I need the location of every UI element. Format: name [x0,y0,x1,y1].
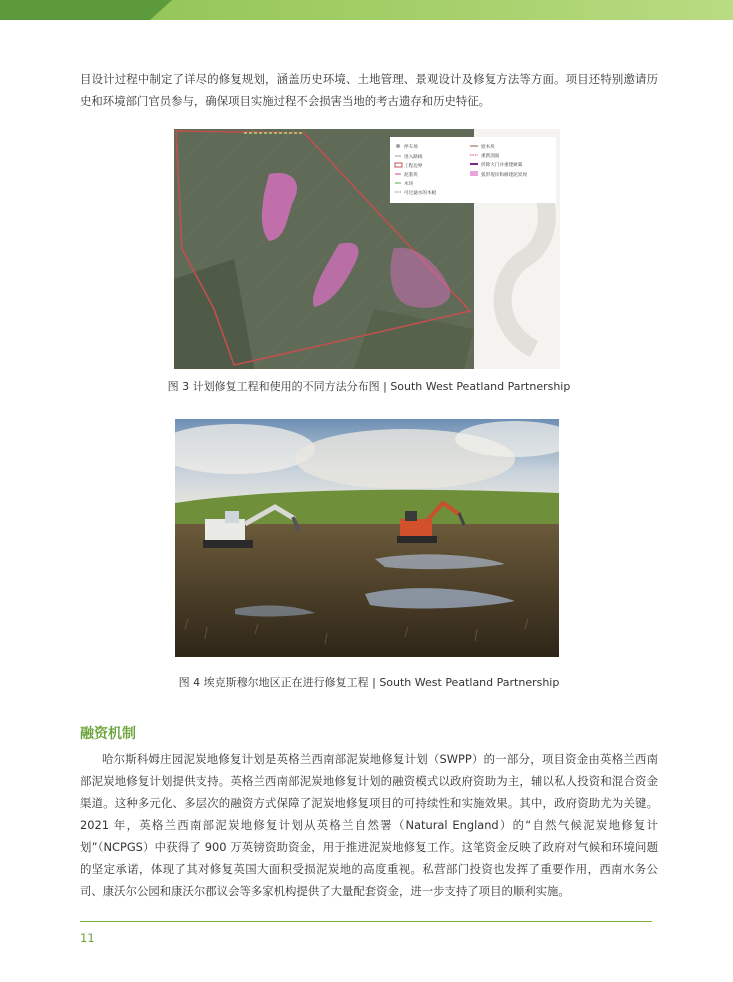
legend-left-item: 木块 [404,182,414,187]
legend-area-icon [470,171,478,176]
legend-left-item: 泥浆块 [404,173,418,178]
restoration-photo [175,419,559,657]
legend-right-item: 折除大门并重建树篱 [481,163,523,168]
legend-right-item: 重新剖面 [481,154,500,159]
intro-paragraph: 目设计过程中制定了详尽的修复规划，涵盖历史环境、土地管理、景观设计及修复方法等方面。项目还特别邀请历史和环境部门官员参与，确保项目实施过程不会损害当地的考古遗存和历史特征。 [80,72,658,108]
footer-divider [80,921,652,922]
figure-4-caption: 图 4 埃克斯穆尔地区正在进行修复工程 | South West Peatland Partnership [178,676,560,689]
restoration-map-figure [174,129,560,369]
legend-left-item: 工程边界 [404,164,423,169]
legend-parking-icon [396,144,400,148]
legend-right-item: 弧形堤岸和修建泥炭坝 [481,173,527,178]
restoration-photo-figure [175,419,559,657]
page-number: 11 [80,931,95,945]
header-band [0,0,733,20]
section-title: 融资机制 [80,726,136,742]
figure-3-caption: 图 3 计划修复工程和使用的不同方法分布图 | South West Peatland Partnership [167,380,571,393]
legend-left-item: 进入路线 [404,155,423,160]
financing-paragraph: 哈尔斯科姆庄园泥炭地修复计划是英格兰西南部泥炭地修复计划（SWPP）的一部分，项目资金由英格兰西南部泥炭地修复计划提供支持。英格兰西南部泥炭地修复计划的融资模式以政府资助为主，辅以私人投资和混合资金渠道。这种多元化、多层次的融资方式保障了泥炭地修复项目的可持续性和实施效果。其中，政府资助尤为关键。2021 年，英格兰西南部泥炭地修复计划从英格兰自然署（Natural England）的“自然气候泥炭地修复计划”（NCPGS）中获得了 900 万英镑资助资金，用于推进泥炭地修复工作。这笔资金反映了政府对气候和环境问题的坚定承诺，体现了其对修复英国大面积受损泥炭地的高度重视。私营部门投资也发挥了重要作用，西南水务公司、康沃尔公园和康沃尔郡议会等多家机构提供了大量配套资金，进一步支持了项目的顺利实施。 [80,752,658,898]
legend-left-item: 停车场 [404,145,418,150]
legend-right-item: 原木块 [481,145,495,150]
restoration-map [174,129,560,369]
legend-left-item: 可过滤水的木板 [404,191,437,196]
